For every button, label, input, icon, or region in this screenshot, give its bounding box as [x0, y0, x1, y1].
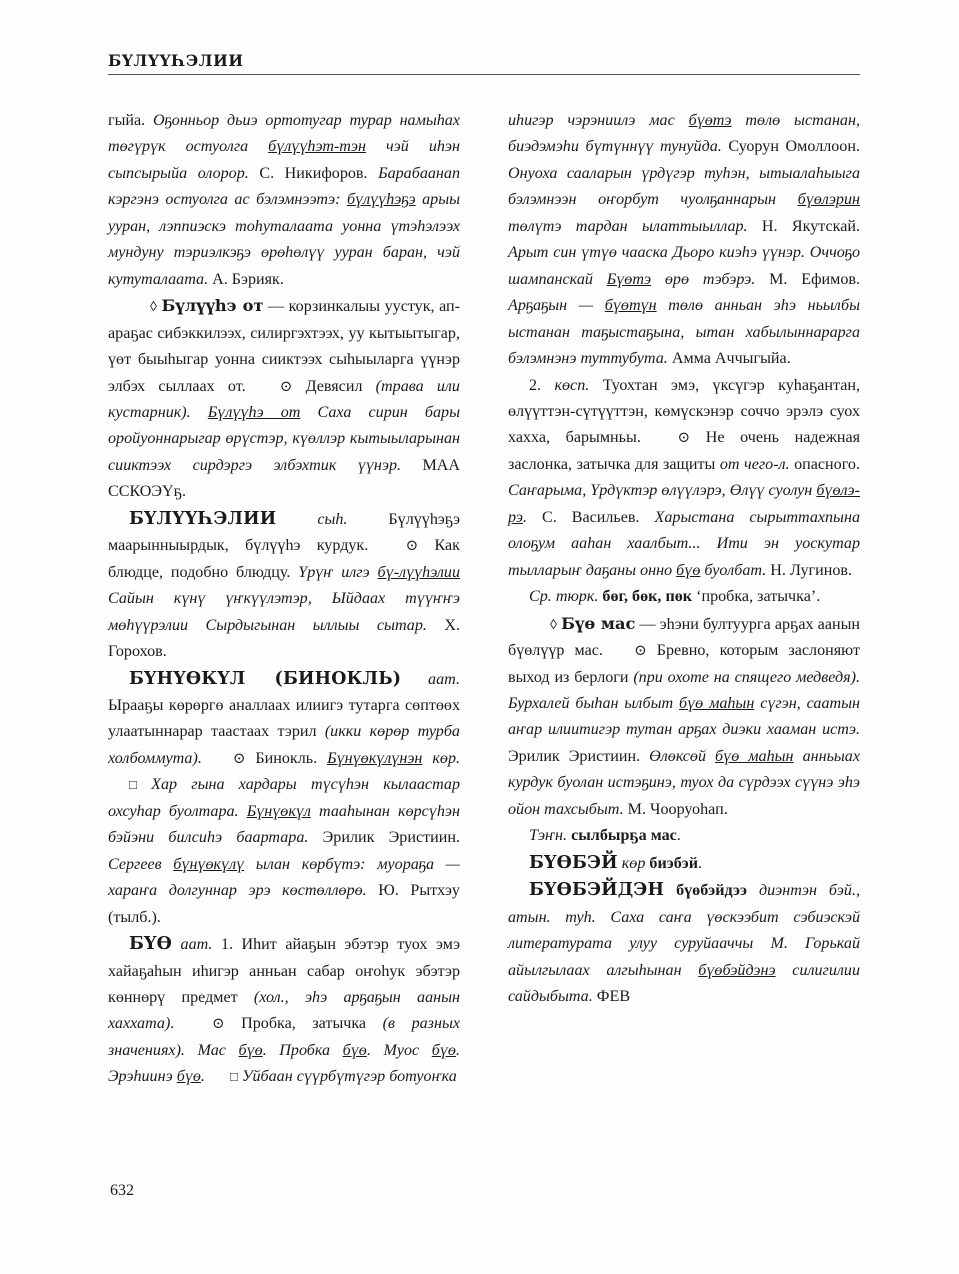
circle-dot-marker-icon: ⊙ [279, 378, 293, 395]
circle-dot-marker-icon: ⊙ [211, 1016, 225, 1033]
text-run: . [676, 827, 681, 845]
paragraph-phrase-buo-mas [508, 611, 860, 824]
italic-text-run: Тэҥн. [529, 827, 572, 845]
circle-dot-marker-icon: ⊙ [405, 538, 419, 555]
text-run: МАА ССКОЭҮҕ. [108, 456, 460, 501]
italic-text-run: Сергеев [108, 855, 174, 873]
underlined-headword-form: бүөбэйдэнэ [698, 961, 776, 979]
running-head [108, 52, 860, 75]
italic-text-run: көсп. [554, 376, 603, 394]
italic-text-run: буолбат. [700, 561, 771, 579]
underlined-headword-form: бүө маһын [715, 747, 794, 765]
text-run: Амма Аччыгыйа. [671, 350, 791, 368]
text-run: Эрилик Эристиин. [322, 829, 460, 847]
italic-text-run: (хол., эһэ арҕаҕын аанын хаххата). [108, 988, 460, 1033]
italic-text-run: төлө анньан эһэ ньылбы ыстанан таҕыстаҕына, ытан хабылыннарарга бэлэмнэнэ туттубута. [508, 297, 860, 368]
text-run: Н. Лугинов. [770, 561, 853, 579]
italic-text-run: чэй иһэн сыпсырыйа олорор. [108, 138, 460, 182]
text-run: Ырааҕы көрөргө аналлаах илиигэ тутарга сөптөөх улаатыннарар таастаах тэрил [108, 696, 460, 741]
underlined-headword-form: бүөтүн [604, 297, 657, 315]
italic-text-run: Саҥарыма, Үрдүктэр өлүүлэрэ, Өлүү суолун [508, 482, 817, 500]
text-run: Не очень надежная заслонка, затычка для защиты [508, 429, 860, 473]
text-run: 1. Иһит айаҕын эбэтэр туох эмэ хайаҕаһын иһигэр анньан сабар оҥоһук эбэтэр көннөрү предмет [108, 936, 460, 1006]
underlined-headword-form: бүө [431, 1041, 456, 1059]
underlined-headword-form: бүлүүһэт-тэн [268, 138, 367, 156]
italic-text-run: (икки көрөр турба холбоммута). [108, 723, 460, 767]
headword: БҮӨ [129, 934, 173, 955]
headword: БҮНҮӨКҮЛ (БИНОКЛЬ) [129, 668, 402, 689]
italic-text-run: (при охоте на спящего медведя). Бурхалей быһан ылбыт [508, 668, 860, 712]
text-run: Суорун Омоллоон. [728, 138, 860, 156]
text-run: Эрилик Эристиин. [508, 747, 650, 765]
text-run: . [697, 854, 703, 872]
text-run: — эһэни бултуурга арҕах аанын бүөлүүр мас. [508, 615, 860, 660]
italic-text-run: от чего-л. [719, 455, 795, 473]
italic-text-run: көр [617, 854, 650, 872]
italic-text-run: . Пробка [262, 1041, 343, 1059]
column-container [108, 108, 860, 1168]
underlined-headword-form: бүө [342, 1041, 367, 1059]
text-run: М. Чооруоһап. [627, 800, 728, 818]
headword: БҮӨБЭЙ [529, 852, 618, 873]
italic-text-run: тааһынан көрсүһэн бэйэни билсиһэ баартара. [108, 802, 460, 847]
italic-text-run: Барабаанап кэргэнэ остуолга ас бэлэмнээтэ: [108, 164, 460, 209]
italic-text-run: диэнтэн бэй., атын. туһ. Саха саҥа үөскээбит сэбиэскэй литературата улуу суруйааччы М. Горькай айылгылаах алгыһынан [508, 882, 860, 979]
square-marker-icon: □ [129, 777, 137, 793]
italic-text-run: Онуоха сааларын үрдүгэр туһэн, ытыалаһыыга бэлэмнээн оҥорбут чуолҕаннарын [508, 164, 860, 209]
italic-text-run: (трава или кустарник). [108, 377, 460, 421]
paragraph-synonym-ref [508, 823, 860, 849]
paragraph-cont-buo-sense1 [508, 108, 860, 373]
paragraph-phrase-buluuhe-ot [108, 293, 460, 506]
circle-dot-marker-icon: ⊙ [634, 643, 647, 660]
italic-text-run: иһигэр чэрэниилэ мас [508, 112, 689, 129]
italic-text-run: көр. [422, 749, 461, 767]
underlined-headword-form: бүөлэ-рэ [508, 482, 860, 526]
text-run: Ю. Рытхэу (тылб.). [108, 882, 460, 926]
paragraph-buo-sense2 [508, 373, 860, 585]
italic-text-run: сүгэн, саатын аҥар илиитигэр тутан арҕах диэки хааман истэ. [508, 694, 860, 739]
italic-text-run: Арҕаҕын — [508, 297, 605, 315]
italic-text-run: . [200, 1068, 209, 1086]
italic-text-run: аат. [401, 670, 460, 688]
headword: БҮЛҮҮҺЭЛИИ [129, 508, 277, 529]
text-run: С. Никифоров. [259, 164, 379, 182]
underlined-headword-form: бүлүүһэҕэ [346, 191, 416, 209]
text-run: Н. Якутскай. [761, 217, 860, 235]
running-head-rule [108, 74, 860, 75]
text-run: А. Бэрияк. [212, 270, 284, 288]
italic-text-run: Ср. тюрк. [529, 588, 603, 606]
italic-text-run: Өлөксөй [649, 747, 716, 765]
italic-text-run: . Эрэһиинэ [108, 1041, 460, 1086]
italic-text-run: сыһ. [276, 510, 389, 528]
bold-text-run: бөг, бөк, пөк [602, 588, 697, 606]
sub-headword: Бүө мас [561, 613, 636, 633]
italic-text-run: Сайын күнү үҥкүүлэтэр, Ыйдаах түүҥҥэ мөһүүрэлии Сырдыгынан ыллыы сытар. [108, 590, 460, 634]
italic-text-run: аат. [172, 936, 221, 954]
text-run: Как блюдце, подобно блюдцу. [108, 537, 460, 581]
paragraph-entry-bunuokul [108, 666, 460, 932]
underlined-headword-form: бүө маһын [679, 694, 755, 712]
paragraph-entry-buobeyden [508, 877, 860, 1010]
italic-text-run: Уйбаан сүүрбүтүгэр ботуоҥка [237, 1068, 457, 1086]
italic-text-run: Үрүҥ илгэ [298, 563, 378, 581]
italic-text-run: Харыстана сырыттахпына олоҕум ааһан хаалбыт... Ити эн уоскутар тылларыҥ даҕаны онно [508, 508, 860, 579]
paragraph-entry-buobey [508, 850, 860, 877]
italic-text-run: Саха сирин бары оройуоннарыгар өрүстэр, күөллэр кытыыларынан сииктээх сирдэргэ элбэхтик үүнэр. [108, 403, 460, 474]
left-column [108, 108, 460, 1091]
text-run: С. Васильев. [541, 508, 655, 526]
paragraph-cont-bulcuhet [108, 108, 460, 293]
text-run: Девясил [292, 377, 376, 395]
bold-text-run: сылбырҕа мас [571, 827, 677, 845]
bold-text-run: биэбэй [649, 854, 698, 872]
sub-headword: Бүлүүһэ от [161, 296, 264, 316]
text-run: Пробка, затычка [224, 1015, 383, 1033]
italic-text-run: төлүтэ тардан ылаттыыллар. [508, 217, 762, 235]
bold-text-run: бүөбэйдээ [664, 882, 759, 900]
text-run: — корзинкалыы уустук, ап-араҕас сибэккилээх, силиргэхтээх, уу кытыытыгар, үөт быыһыгар уонна сииктээх сыһыыларга үүнэр элбэх сыллаах от. [108, 298, 460, 395]
text-run: М. Ефимов. [769, 270, 860, 288]
diamond-marker-icon: ◊ [150, 300, 157, 316]
underlined-headword-form: Бүнүөкүл [246, 802, 311, 820]
italic-text-run: . Муос [366, 1041, 432, 1059]
underlined-headword-form: Бүлүүһэ от [207, 403, 301, 421]
italic-text-run: Арыт син үтүө чааска Дьоро киэһэ үүнэр. Оччоҕо шампанскай [508, 244, 860, 288]
circle-dot-marker-icon: ⊙ [232, 750, 246, 767]
text-run: ‘пробка, затычка’. [696, 588, 821, 606]
italic-text-run: арыы ууран, лэппиэскэ тоһуталаата уонна үтэһэлээх мундуну тэриэлкэҕэ өрөһөлүү ууран баран, чэй кутуталаата. [108, 191, 460, 288]
headword: БҮӨБЭЙДЭН [529, 880, 665, 901]
italic-text-run: Оҕонньор дьиэ ортотугар турар намыһах төгүрүк остуолга [108, 112, 461, 156]
page-number: 632 [110, 1182, 134, 1199]
text-run: гыйа. [108, 112, 153, 129]
text-run: Туохтан эмэ, үксүгэр куһаҕантан, өлүүттэн-сүтүүттэн, көмүскэнэр соччо эрэлэ суох хахха, барымньы. [508, 376, 861, 447]
paragraph-etymology [508, 584, 860, 610]
underlined-headword-form: Бүөтэ [606, 270, 652, 288]
underlined-headword-form: Бүнүөкүлүнэн [327, 749, 423, 767]
italic-text-run: төлө ыстанан, биэдэмэһи бүтүннүү тунуйда. [508, 112, 860, 156]
circle-dot-marker-icon: ⊙ [677, 430, 691, 447]
italic-text-run: Хар гына хардары түсүһэн кылаастар охсуһар буолтара. [108, 776, 460, 820]
running-head-title: БҮЛҮҮҺЭЛИИ [108, 51, 244, 70]
underlined-headword-form: бүө [176, 1068, 201, 1086]
paragraph-entry-buo [108, 931, 460, 1091]
underlined-headword-form: бүө [676, 561, 701, 579]
italic-text-run: (в разных значениях). Мас [108, 1015, 460, 1059]
underlined-headword-form: бү-лүүһэлии [377, 563, 461, 581]
italic-text-run: . [522, 508, 542, 526]
italic-text-run: силигилии сайдыбыта. [508, 961, 860, 1005]
underlined-headword-form: бүө [238, 1041, 263, 1059]
underlined-headword-form: бүнүөкүлү [173, 855, 245, 873]
italic-text-run: анньыах курдук буолан истэҕинэ, туох да сүрдээх сүүнэ эһэ ойон тахсыбыт. [508, 747, 860, 818]
text-run: опасного. [794, 455, 860, 473]
paragraph-entry-buluuhelii [108, 506, 460, 666]
text-run: Х. Горохов. [108, 616, 460, 661]
text-run: Бүлүүһэҕэ маарынныырдык, бүлүүһэ курдук. [108, 510, 460, 555]
text-run: Бинокль. [245, 749, 328, 767]
text-run: 2. [529, 376, 555, 394]
italic-text-run: ылан көрбүтэ: муораҕа — хараҥа долгуннар эрэ көстөллөрө. [108, 855, 460, 900]
underlined-headword-form: бүөлэрин [797, 191, 860, 209]
diamond-marker-icon: ◊ [550, 617, 557, 633]
right-column [508, 108, 860, 1010]
text-run: ФЕВ [596, 987, 631, 1005]
italic-text-run: өрө тэбэрэ. [651, 270, 770, 288]
text-run: Бревно, которым заслоняют выход из берлоги [508, 642, 860, 686]
underlined-headword-form: бүөтэ [688, 112, 732, 129]
square-marker-icon: □ [229, 1069, 238, 1085]
